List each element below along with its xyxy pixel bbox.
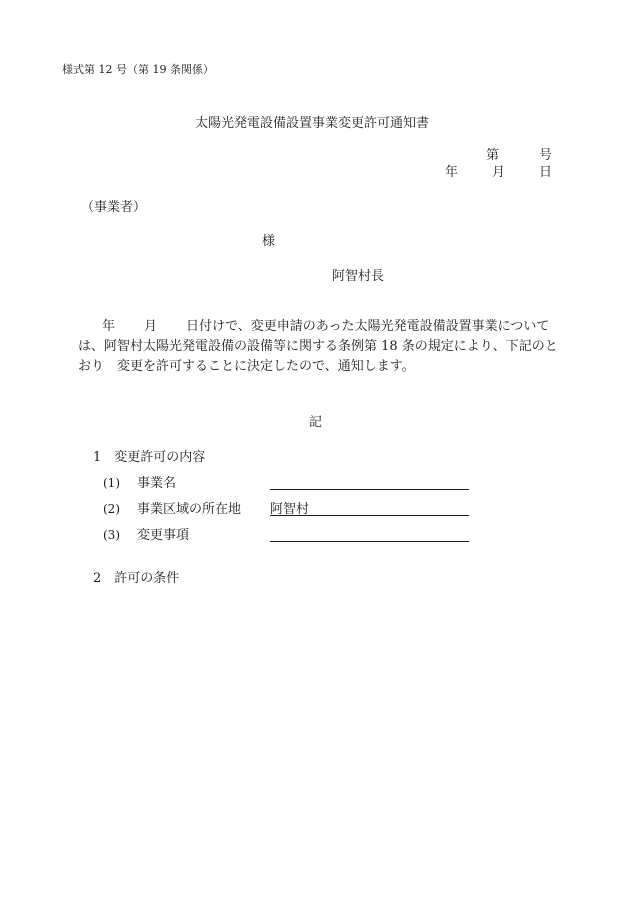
date-month: 月 <box>492 165 506 180</box>
item-number: (2) <box>103 502 120 516</box>
item-underline <box>270 515 469 516</box>
number-prefix: 第 <box>486 148 500 163</box>
item-label: 事業区域の所在地 <box>137 502 242 517</box>
number-suffix: 号 <box>539 148 553 163</box>
body-paragraph <box>78 314 558 380</box>
item-label: 変更事項 <box>137 528 190 543</box>
honorific: 様 <box>262 234 276 249</box>
item-number: (3) <box>103 528 120 542</box>
body-line-2: は、阿智村太陽光発電設備の設備等に関する条例第 18 条の規定により、下記のと <box>78 339 558 354</box>
addressee-label: （事業者） <box>81 200 147 215</box>
body-line-3: おり 変更を許可することに決定したので、通知します。 <box>78 359 415 374</box>
item-label: 事業名 <box>137 476 177 491</box>
body-line-1-text: 日付けで、変更申請のあった太陽光発電設備設置事業について <box>186 319 550 334</box>
item-underline <box>270 489 469 490</box>
section-2-heading: 2 許可の条件 <box>93 571 180 586</box>
item-underline <box>270 541 469 542</box>
body-month: 月 <box>144 319 158 334</box>
issuer: 阿智村長 <box>332 269 385 284</box>
date-day: 日 <box>539 165 553 180</box>
ki-mark: 記 <box>309 415 323 430</box>
form-number: 様式第 12 号（第 19 条関係） <box>62 63 214 76</box>
item-number: (1) <box>103 476 120 490</box>
section-1-heading: 1 変更許可の内容 <box>93 450 206 465</box>
item-value-field[interactable]: 阿智村 <box>270 502 310 517</box>
body-year: 年 <box>102 319 116 334</box>
date-year: 年 <box>445 165 459 180</box>
document-title: 太陽光発電設備設置事業変更許可通知書 <box>195 116 430 131</box>
